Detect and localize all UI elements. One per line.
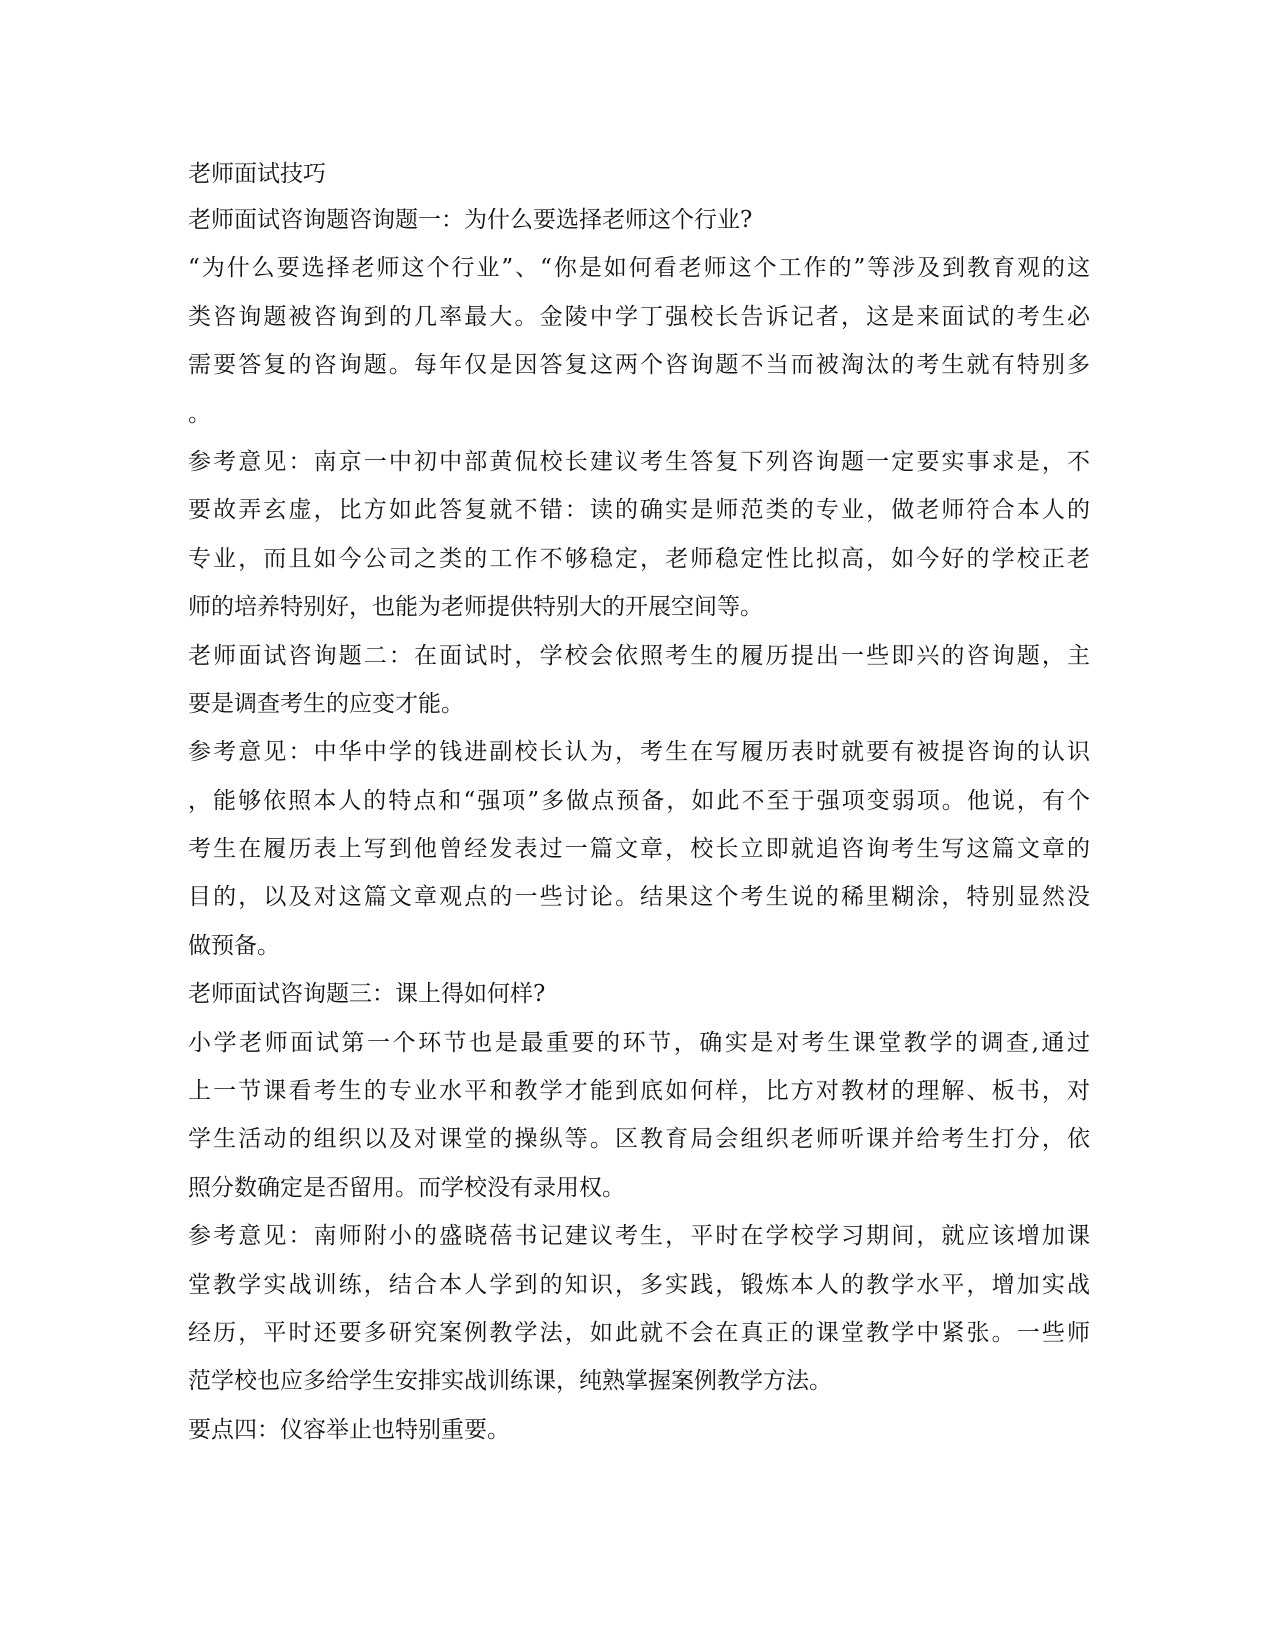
document-title: 老师面试技巧: [188, 161, 326, 187]
text-line: 师的培养特别好，也能为老师提供特别大的开展空间等。: [188, 594, 763, 621]
text-line: 考生在履历表上写到他曾经发表过一篇文章，校长立即就追咨询考生写这篇文章的: [188, 836, 1090, 863]
text-line: 堂教学实战训练，结合本人学到的知识，多实践，锻炼本人的教学水平，增加实战: [188, 1271, 1090, 1298]
text-line: ，能够依照本人的特点和“强项”多做点预备，如此不至于强项变弱项。他说，有个: [188, 787, 1090, 814]
text-line: 照分数确定是否留用。而学校没有录用权。: [188, 1174, 625, 1201]
text-line: 需要答复的咨询题。每年仅是因答复这两个咨询题不当而被淘汰的考生就有特别多: [188, 352, 1090, 379]
text-line: “为什么要选择老师这个行业”、“你是如何看老师这个工作的”等涉及到教育观的这: [188, 255, 1090, 282]
text-line: 老师面试咨询题二：在面试时，学校会依照考生的履历提出一些即兴的咨询题，主: [188, 642, 1090, 669]
text-line: 要故弄玄虚，比方如此答复就不错：读的确实是师范类的专业，做老师符合本人的: [188, 497, 1090, 524]
text-line: 。: [188, 400, 211, 427]
text-line: 目的，以及对这篇文章观点的一些讨论。结果这个考生说的稀里糊涂，特别显然没: [188, 884, 1090, 911]
text-line: 要是调查考生的应变才能。: [188, 690, 464, 717]
text-line: 学生活动的组织以及对课堂的操纵等。区教育局会组织老师听课并给考生打分，依: [188, 1126, 1090, 1153]
text-line: 要点四：仪容举止也特别重要。: [188, 1416, 510, 1443]
text-line: 类咨询题被咨询到的几率最大。金陵中学丁强校长告诉记者，这是来面试的考生必: [188, 303, 1090, 330]
text-line: 经历，平时还要多研究案例教学法，如此就不会在真正的课堂教学中紧张。一些师: [188, 1319, 1090, 1346]
text-line: 参考意见：南京一中初中部黄侃校长建议考生答复下列咨询题一定要实事求是，不: [188, 448, 1090, 475]
text-line: 参考意见：南师附小的盛晓蓓书记建议考生，平时在学校学习期间，就应该增加课: [188, 1223, 1090, 1250]
document-page: [188, 152, 1090, 1454]
text-line: 上一节课看考生的专业水平和教学才能到底如何样，比方对教材的理解、板书，对: [188, 1078, 1090, 1105]
document-body: [188, 196, 1090, 1454]
text-line: 老师面试咨询题三：课上得如何样?: [188, 981, 546, 1008]
text-line: 范学校也应多给学生安排实战训练课，纯熟掌握案例教学方法。: [188, 1368, 832, 1395]
text-line: 参考意见：中华中学的钱进副校长认为，考生在写履历表时就要有被提咨询的认识: [188, 739, 1090, 766]
text-line: 专业，而且如今公司之类的工作不够稳定，老师稳定性比拟高，如今好的学校正老: [188, 545, 1090, 572]
text-line: 老师面试咨询题咨询题一：为什么要选择老师这个行业?: [188, 207, 753, 233]
text-line: 小学老师面试第一个环节也是最重要的环节，确实是对考生课堂教学的调查,通过: [188, 1029, 1090, 1056]
text-line: 做预备。: [188, 932, 280, 959]
